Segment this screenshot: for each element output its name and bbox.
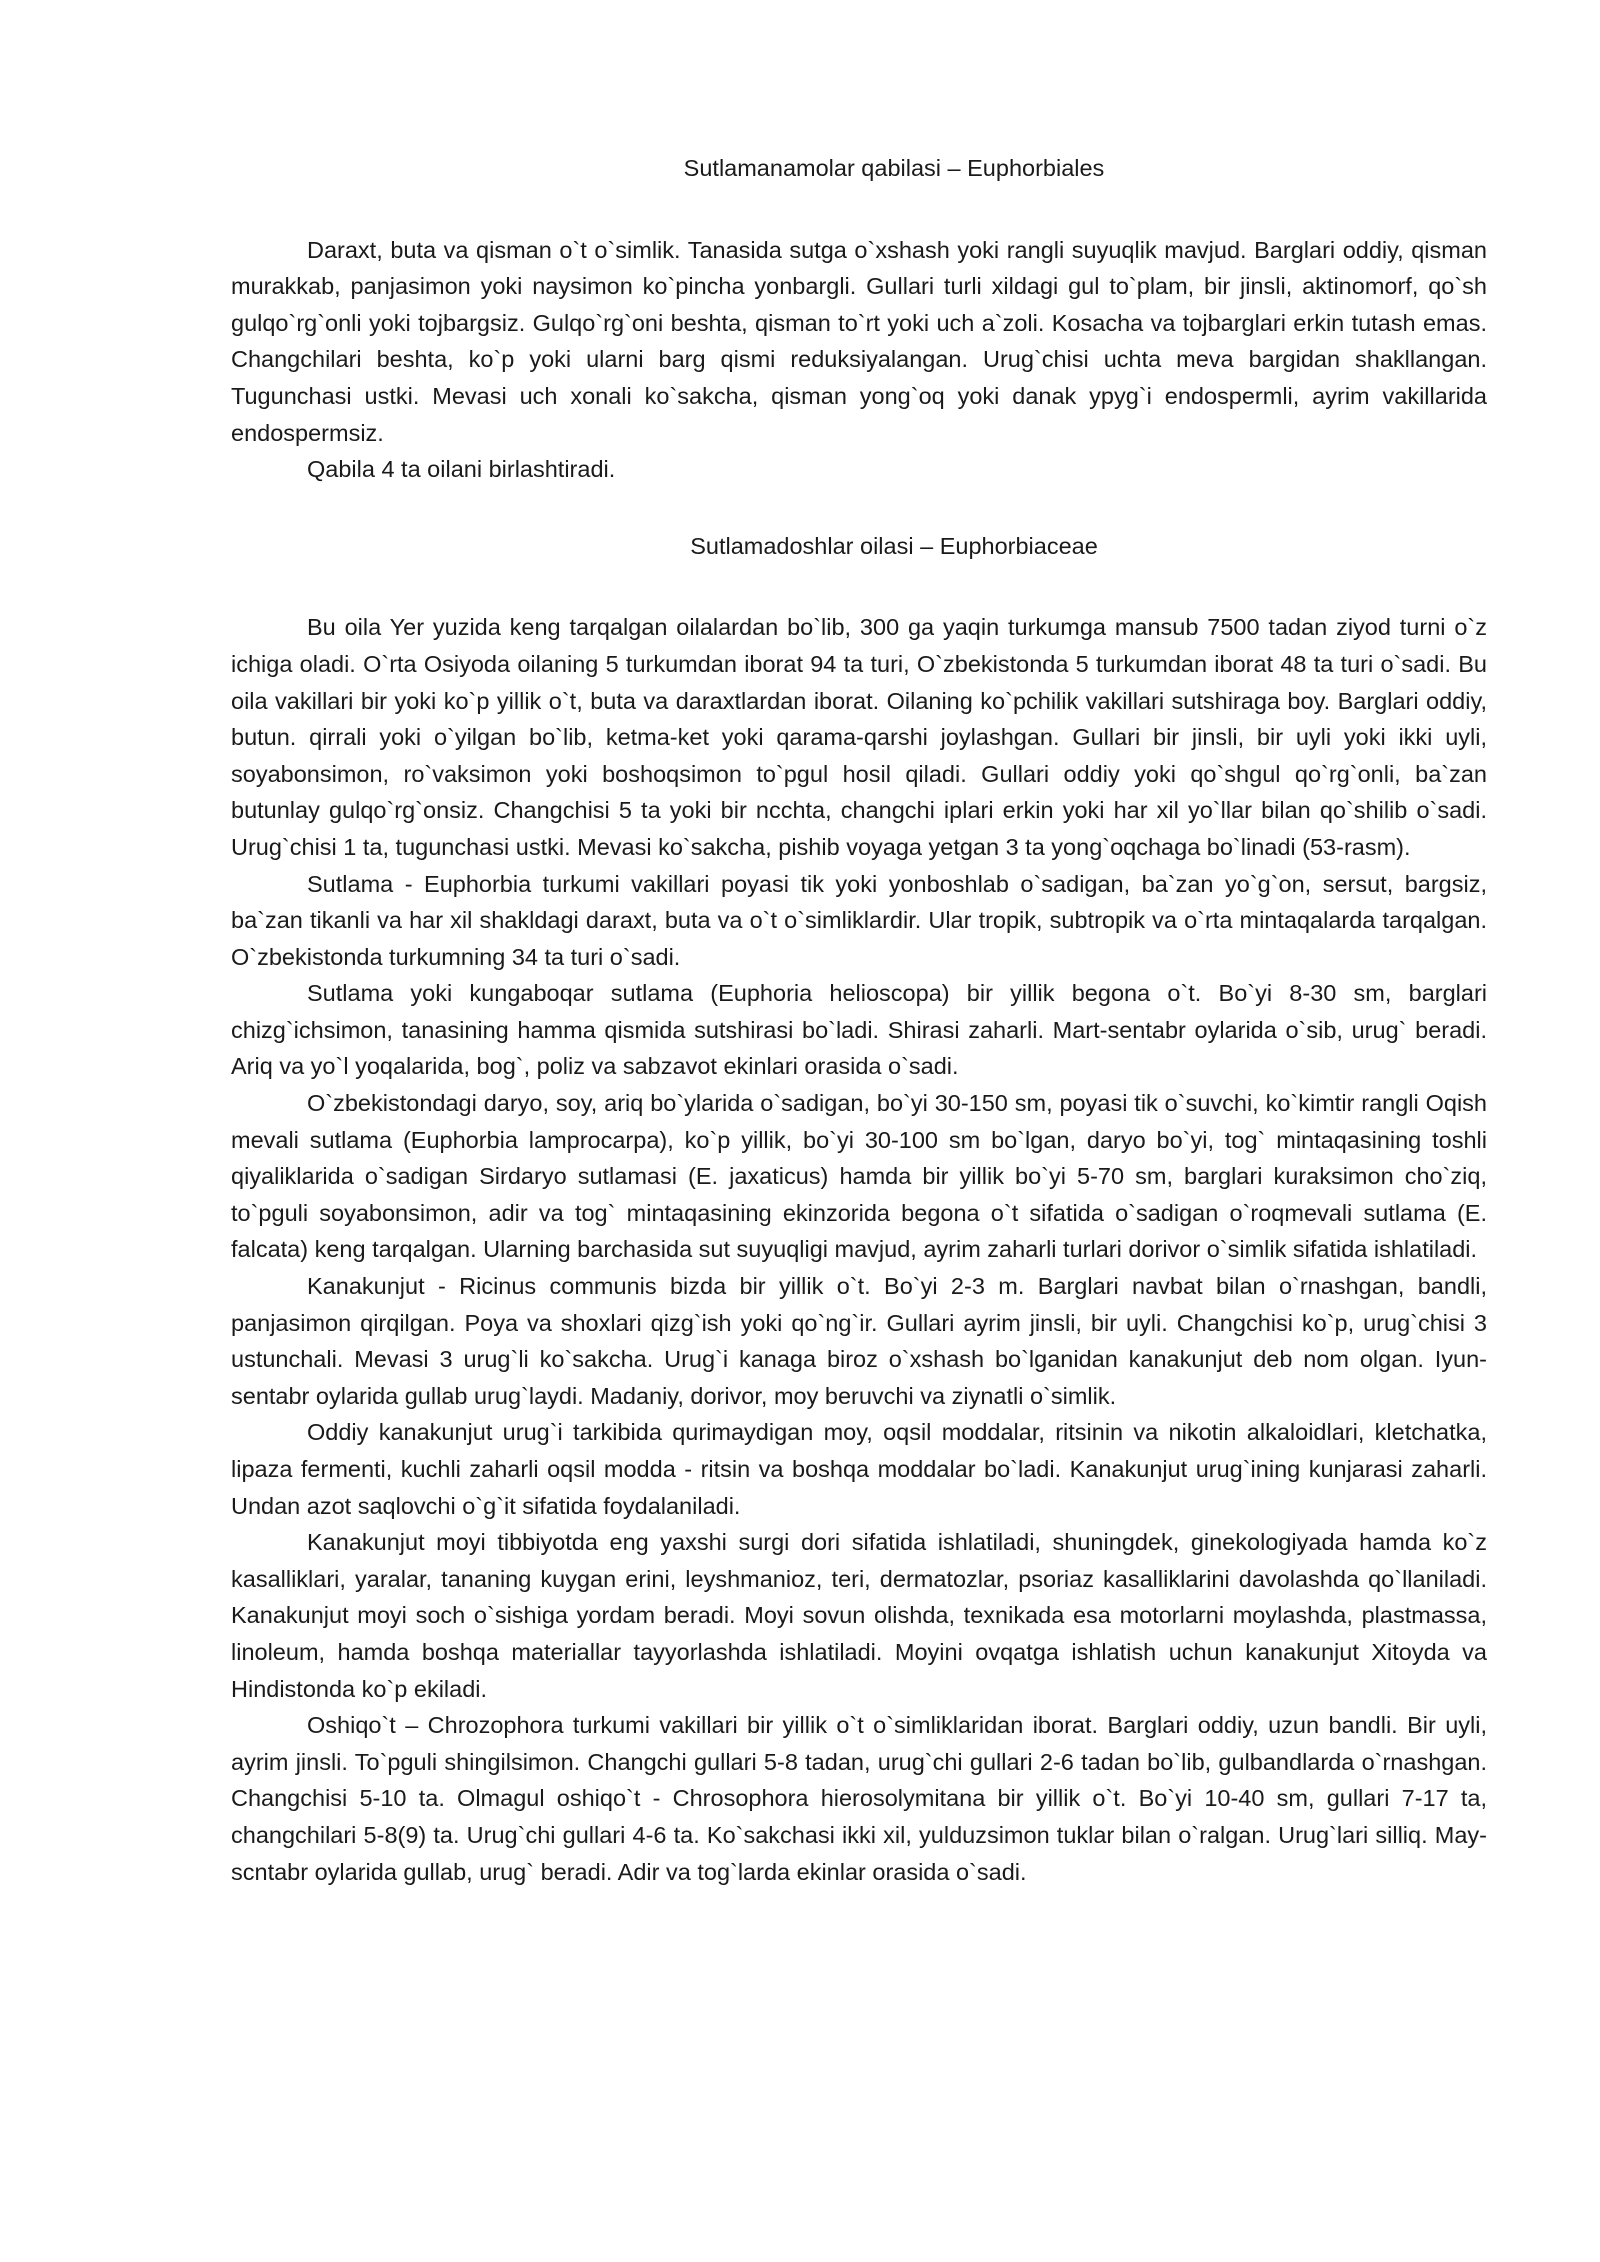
paragraph-euphorbia-species: O`zbekistondagi daryo, soy, ariq bo`ylarida o`sadigan, bo`yi 30-150 sm, poyasi tik o`suvchi, ko`kimtir rangli Oqish mevali sutlama (Euphorbia lamprocarpa), ko`p yillik, bo`yi 30-100 sm bo`lgan, daryo bo`yi, tog` mintaqasining toshli qiyaliklarida o`sadigan Sirdaryo sutlamasi (E. jaxaticus) hamda bir yillik bo`yi 5-70 sm, barglari kuraksimon cho`ziq, to`pguli soyabonsimon, adir va tog` mintaqasining ekinzorida begona o`t sifatida o`sadigan o`roqmevali sutlama (E. falcata) keng tarqalgan. Ularning barchasida sut suyuqligi mavjud, ayrim zaharli turlari dorivor o`simlik sifatida ishlatiladi. — [231, 1090, 1487, 1263]
paragraph-ricinus-seed: Oddiy kanakunjut urug`i tarkibida qurimaydigan moy, oqsil moddalar, ritsinin va nikotin alkaloidlari, kletchatka, lipaza fermenti, kuchli zaharli oqsil modda - ritsin va boshqa moddalar bo`ladi. Kanakunjut urug`ining kunjarasi zaharli. Undan azot saqlovchi o`g`it sifatida foydalaniladi. — [231, 1419, 1487, 1519]
document-page — [231, 150, 1487, 1890]
paragraph-euphorbia-helioscopa: Sutlama yoki kungaboqar sutlama (Euphoria helioscopa) bir yillik begona o`t. Bo`yi 8-30 sm, barglari chizg`ichsimon, tanasining hamma qismida sutshirasi bo`ladi. Shirasi zaharli. Mart-sentabr oylarida o`sib, urug` beradi. Ariq va yo`l yoqalarida, bog`, poliz va sabzavot ekinlari orasida o`sadi. — [231, 980, 1487, 1080]
paragraph-chrozophora: Oshiqo`t – Chrozophora turkumi vakillari bir yillik o`t o`simliklaridan iborat. Barglari oddiy, uzun bandli. Bir uyli, ayrim jinsli. To`pguli shingilsimon. Changchi gullari 5-8 tadan, urug`chi gullari 2-6 tadan bo`lib, gulbandlarda o`rnashgan. Changchisi 5-10 ta. Olmagul oshiqo`t - Chrosophora hierosolymitana bir yillik o`t. Bo`yi 10-40 sm, gullari 7-17 ta, changchilari 5-8(9) ta. Urug`chi gullari 4-6 ta. Ko`sakchasi ikki xil, yulduzsimon tuklar bilan o`ralgan. Urug`lari silliq. May-scntabr oylarida gullab, urug` beradi. Adir va tog`larda ekinlar orasida o`sadi. — [231, 1712, 1487, 1885]
paragraph-family-overview: Bu oila Yer yuzida keng tarqalgan oilalardan bo`lib, 300 ga yaqin turkumga mansub 7500 tadan ziyod turni o`z ichiga oladi. O`rta Osiyoda oilaning 5 turkumdan iborat 94 ta turi, O`zbekistonda 5 turkumdan iborat 48 ta turi o`sadi. Bu oila vakillari bir yoki ko`p yillik o`t, buta va daraxtlardan iborat. Oilaning ko`pchilik vakillari sutshiraga boy. Barglari oddiy, butun. qirrali yoki o`yilgan bo`lib, ketma-ket yoki qarama-qarshi joylashgan. Gullari bir jinsli, bir uyli yoki ikki uyli, soyabonsimon, ro`vaksimon yoki boshoqsimon to`pgul hosil qiladi. Gullari oddiy yoki qo`shgul qo`rg`onli, ba`zan butunlay gulqo`rg`onsiz. Changchisi 5 ta yoki bir ncchta, changchi iplari erkin yoki har xil yo`llar bilan qo`shilib o`sadi. Urug`chisi 1 ta, tugunchasi ustki. Mevasi ko`sakcha, pishib voyaga yetgan 3 ta yong`oqchaga bo`linadi (53-rasm). — [231, 614, 1487, 860]
paragraph-order-families: Qabila 4 ta oilani birlashtiradi. — [307, 456, 616, 483]
paragraph-euphorbia-genus: Sutlama - Euphorbia turkumi vakillari poyasi tik yoki yonboshlab o`sadigan, ba`zan yo`g`on, sersut, bargsiz, ba`zan tikanli va har xil shakldagi daraxt, buta va o`t o`simliklardir. Ular tropik, subtropik va o`rta mintaqalarda tarqalgan. O`zbekistonda turkumning 34 ta turi o`sadi. — [231, 870, 1487, 970]
section-heading-family: Sutlamadoshlar oilasi – Euphorbiaceae — [690, 532, 1098, 559]
section-heading-order: Sutlamanamolar qabilasi – Euphorbiales — [683, 155, 1105, 181]
paragraph-ricinus: Kanakunjut - Ricinus communis bizda bir yillik o`t. Bo`yi 2-3 m. Barglari navbat bilan o`rnashgan, bandli, panjasimon qirqilgan. Poya va shoxlari qizg`ish yoki qo`ng`ir. Gullari ayrim jinsli, bir uyli. Changchisi ko`p, urug`chisi 3 ustunchali. Mevasi 3 urug`li ko`sakcha. Urug`i kanaga biroz o`xshash bo`lganidan kanakunjut deb nom olgan. Iyun-sentabr oylarida gullab urug`laydi. Madaniy, dorivor, moy beruvchi va ziynatli o`simlik. — [231, 1273, 1487, 1409]
paragraph-ricinus-oil: Kanakunjut moyi tibbiyotda eng yaxshi surgi dori sifatida ishlatiladi, shuningdek, ginekologiyada hamda ko`z kasalliklari, yaralar, tananing kuygan erini, leyshmanioz, teri, dermatozlar, psoriaz kasalliklarini davolashda qo`llaniladi. Kanakunjut moyi soch o`sishiga yordam beradi. Moyi sovun olishda, texnikada esa motorlarni moylashda, plastmassa, linoleum, hamda boshqa materiallar tayyorlashda ishlatiladi. Moyini ovqatga ishlatish uchun kanakunjut Xitoyda va Hindistonda ko`p ekiladi. — [231, 1529, 1487, 1702]
paragraph-order-description: Daraxt, buta va qisman o`t o`simlik. Tanasida sutga o`xshash yoki rangli suyuqlik mavjud. Barglari oddiy, qisman murakkab, panjasimon yoki naysimon ko`pincha yonbargli. Gullari turli xildagi gul to`plam, bir jinsli, aktinomorf, qo`sh gulqo`rg`onli yoki tojbargsiz. Gulqo`rg`oni beshta, qisman to`rt yoki uch a`zoli. Kosacha va tojbarglari erkin tutash emas. Changchilari beshta, ko`p yoki ularni barg qismi reduksiyalangan. Urug`chisi uchta meva bargidan shakllangan. Tugunchasi ustki. Mevasi uch xonali ko`sakcha, qisman yong`oq yoki danak ypyg`i endospermli, ayrim vakillarida endospermsiz. — [231, 236, 1487, 446]
